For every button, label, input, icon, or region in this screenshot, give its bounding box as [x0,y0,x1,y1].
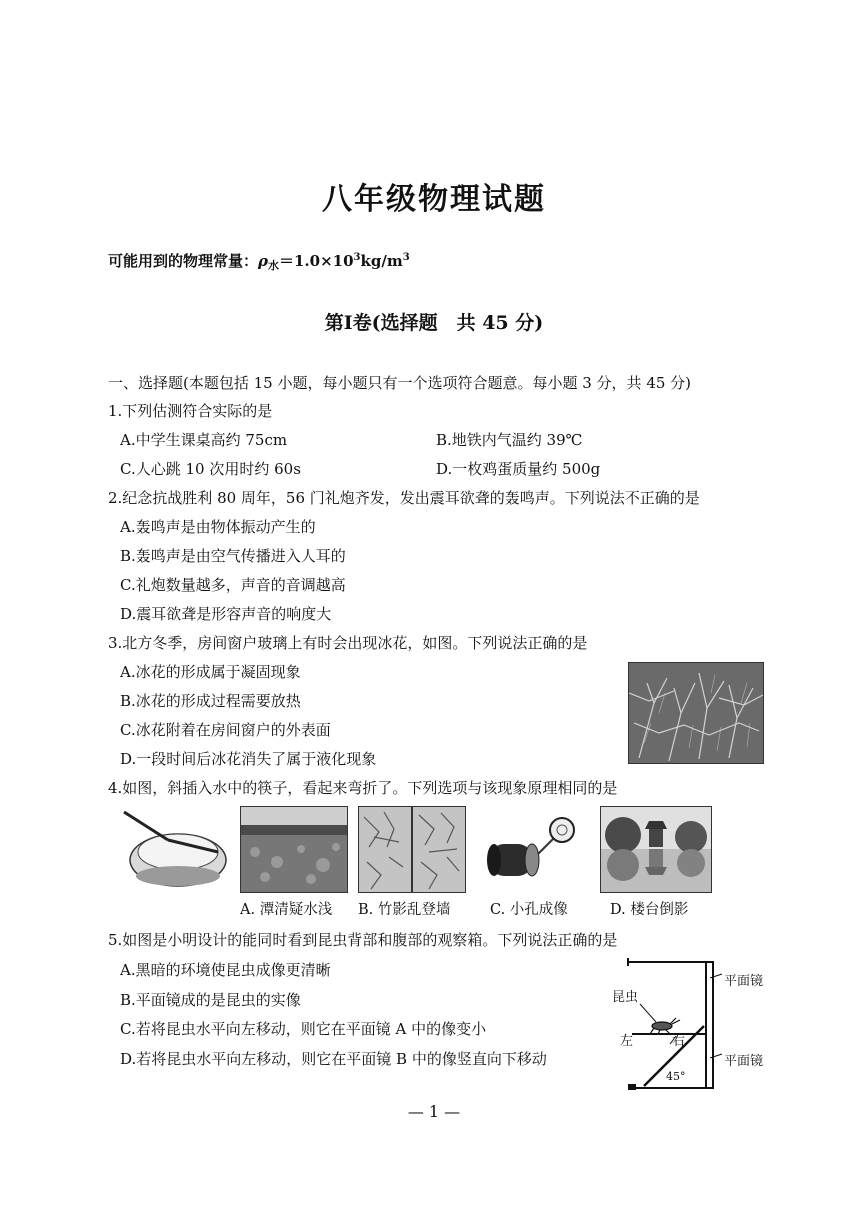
frost-pattern-photo [628,662,764,764]
question-5-option-c: C.若将昆虫水平向左移动，则它在平面镜 A 中的像变小 [120,1020,487,1038]
question-1-option-c: C.人心跳 10 次用时约 60s [120,460,301,478]
question-4-stem: 4.如图，斜插入水中的筷子，看起来弯折了。下列选项与该现象原理相同的是 [108,779,618,797]
figure-label-angle: 45° [666,1070,686,1083]
constants-prefix: 可能用到的物理常量： [108,252,259,270]
rho-symbol: ρ [258,252,268,270]
question-1-option-a: A.中学生课桌高约 75cm [120,431,288,449]
question-3-option-c: C.冰花附着在房间窗户的外表面 [120,721,331,739]
figure-label-left: 左 [620,1034,634,1049]
chopstick-in-water-figure [120,808,230,890]
physical-constants [108,250,410,273]
question-5-option-b: B.平面镜成的是昆虫的实像 [120,991,301,1009]
pavilion-reflection-photo [600,806,712,893]
constants-unit: kg/m [360,252,403,270]
constants-unit-exponent: 3 [402,252,410,263]
question-1-option-b: B.地铁内气温约 39℃ [436,431,583,449]
figure-label-insect: 昆虫 [612,990,639,1005]
question-1-stem: 1.下列估测符合实际的是 [108,402,273,420]
page-title: 八年级物理试题 [322,182,546,217]
rho-subscript: 水 [268,259,279,272]
page-number: — 1 — [407,1102,461,1121]
part-instruction: 一、选择题(本题包括 15 小题，每小题只有一个选项符合题意。每小题 3 分，共 45 分) [108,374,692,392]
question-3-option-d: D.一段时间后冰花消失了属于液化现象 [120,750,377,768]
question-2-option-b: B.轰鸣声是由空气传播进入人耳的 [120,547,346,565]
question-2-option-a: A.轰鸣声是由物体振动产生的 [120,518,316,536]
question-1-option-d: D.一枚鸡蛋质量约 500g [436,460,601,478]
question-2-stem: 2.纪念抗战胜利 80 周年，56 门礼炮齐发，发出震耳欲聋的轰鸣声。下列说法不正确的是 [108,489,700,507]
figure-label-mirror-bottom: 平面镜 [724,1054,764,1069]
question-2-option-d: D.震耳欲聋是形容声音的响度大 [120,605,332,623]
option-c-caption: C. 小孔成像 [490,902,568,918]
question-2-option-c: C.礼炮数量越多，声音的音调越高 [120,576,346,594]
constants-value: ＝1.0×10 [279,252,354,270]
figure-label-mirror-top: 平面镜 [724,974,764,989]
question-5-option-a: A.黑暗的环境使昆虫成像更清晰 [120,961,331,979]
section-title: 第Ⅰ卷(选择题 共 45 分) [324,312,544,334]
pond-photo [240,806,348,893]
pinhole-camera-figure [482,814,582,886]
question-3-option-a: A.冰花的形成属于凝固现象 [120,663,301,681]
figure-label-right: 右 [672,1034,686,1049]
bamboo-shadow-photo [358,806,466,893]
option-a-caption: A. 潭清疑水浅 [240,902,333,918]
question-5-option-d: D.若将昆虫水平向左移动，则它在平面镜 B 中的像竖直向下移动 [120,1050,547,1068]
question-3-option-b: B.冰花的形成过程需要放热 [120,692,301,710]
option-d-caption: D. 楼台倒影 [610,902,689,918]
question-3-stem: 3.北方冬季，房间窗户玻璃上有时会出现冰花，如图。下列说法正确的是 [108,634,588,652]
option-b-caption: B. 竹影乱登墙 [358,902,451,918]
constants-exponent: 3 [353,252,361,263]
question-5-stem: 5.如图是小明设计的能同时看到昆虫背部和腹部的观察箱。下列说法正确的是 [108,931,618,949]
